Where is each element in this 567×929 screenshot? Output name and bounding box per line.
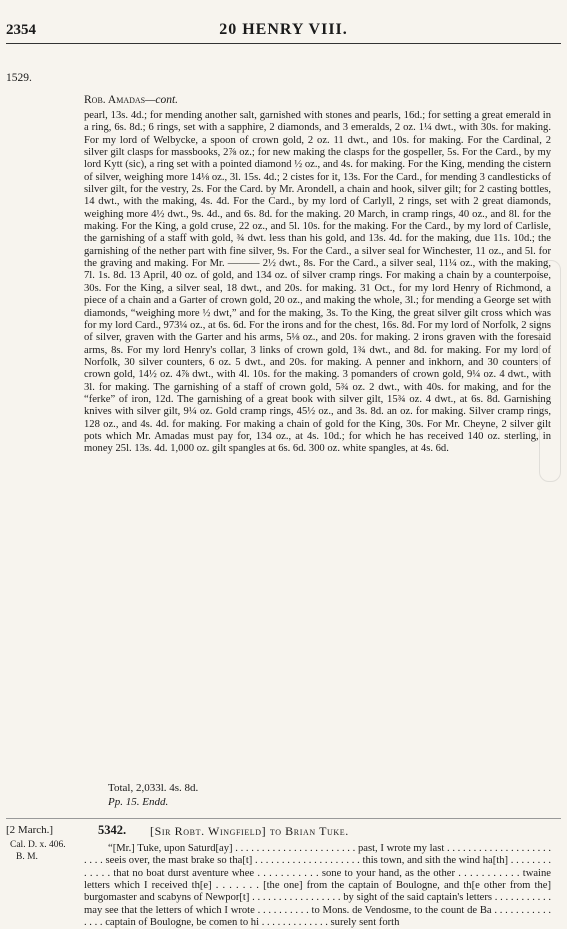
entry-heading-suffix: —cont. [145, 94, 179, 106]
running-title: 20 HENRY VIII. [219, 21, 348, 38]
next-entry-date: [2 March.] [6, 824, 54, 836]
page-number: 2354 [6, 22, 36, 38]
header-rule [6, 43, 561, 44]
entry-total: Total, 2,033l. 4s. 8d. [108, 782, 199, 794]
page-header [0, 0, 567, 46]
next-entry-reference [10, 839, 66, 863]
entry-heading [84, 94, 178, 106]
reference-line-2: B. M. [16, 852, 38, 862]
entry-separator-rule [6, 818, 561, 819]
next-entry-title: [Sir Robt. Wingfield] to Brian Tuke. [150, 824, 349, 838]
margin-year: 1529. [6, 72, 32, 84]
entry-heading-name: Rob. Amadas [84, 94, 146, 106]
reference-line-1: Cal. D. x. 406. [10, 840, 66, 850]
library-stamp-watermark [539, 260, 561, 482]
letter-text: “[Mr.] Tuke, upon Saturd[ay] . . . . . . . . . . . . . . . . . . . . . . . past, I wrote my last . . . . . . . . . . . . . . . . . . . . . . . . seeis over, the mast brake so tha[t] . . . . . . . . . . . . . . . . . . . . this town, and sith the wind ha[th] . . . . . . . . . . . . . that no boat durst aventure whee . . . . . . . . . . . sone to your hand, as the other . . . . . . . . . . . twaine letters which I received th[e] . . . . . . . [the one] from the captain of Boulogne, and th[e other from the] burgomaster and scabyns of Newpor[t] . . . . . . . . . . . . . . . . . by sight of the said captain's letters . . . . . . . . . . . may see that the letters of which I wrote . . . . . . . . . . to Mons. de Vendosme, to the count de Ba . . . . . . . . . . . . . . . captain of Boulogne, be comen to hi . . . . . . . . . . . . . surely sent forth [84, 843, 551, 929]
entry-pages-note: Pp. 15. Endd. [108, 796, 169, 808]
entry-body: pearl, 13s. 4d.; for mending another salt, garnished with stones and pearls, 16d.; for setting a great emerald in a ring, 6s. 8d.; 6 rings, set with a sapphire, 2 diamonds, and 3 emeralds, 2 oz. 1¼ dwt., with 30s. for making. For my lord of Welbycke, a spoon of crown gold, 2 oz. 11 dwt., and 10s. for making. For the Cardinal, 2 silver gilt clasps for massbooks, 2⅞ oz.; for new making the clasps for the gospeller, 5s. For the Card., by my lord Kytt (sic), a ring set with a pointed diamond ½ oz., and 4s. for making. For the King, mending the cistern of silver, weighing more 14⅛ oz., 3l. 15s. 4d.; 2 cistes for it, 13s. For the Card., for mending 3 candlesticks of silver gilt, for the vestry, 2s. For the Card. by Mr. Arondell, a chain and hook, silver gilt; for 2 casting bottles, 14 dwt., with the making, 4s. 4d. For the Card., by my lord of Carlyll, 2 rings, set with 2 great diamonds, weighing more 4½ dwt., 9s. 4d., and 6s. 8d. for the making. 20 March, in cramp rings, 40 oz., and 8l. for the making. For the King, a gold cruse, 22 oz., and 5l. 10s. for the making. For the Card., by my lord of Carlisle, the garnishing of a staff with gold, ¾ dwt. less than his gold, and 13s. 4d. for the making, due 11s. 10d.; the garnishing of the nether part with fine silver, 9s. For the Card., a silver seal for Winchester, 11 oz., and 5l. for the graving and making. For Mr. ——— 2½ dwt., 8s. For the Card., a silver seal, 11¼ oz., with the making, 7l. 1s. 8d. 13 April, 40 oz. of gold, and 134 oz. of silver cramp rings. For making a chain by a counterpoise, 30s. For the King, a silver seal, 18 dwt., and 20s. for making. 31 Oct., for my lord Henry of Richmond, a piece of a chain and a Garter of crown gold, 20 oz., and making the whole, 3l.; for mending a George set with diamonds, “weighing more ½ dwt,” and for the making, 3s. To the King, the great silver gilt cross which was for my lord Card., 973¼ oz., at 6s. 6d. For the irons and for the chest, 16s. 8d. For my lord of Norfolk, 2 signs of silver, graven with the Garter and his arms, 5⅛ oz., and 20s. for making. 2 irons graven with the foresaid arms, 8s. For my lord Henry's collar, 3 links of crown gold, 1¾ dwt., and 8d. for making. For my lord of Norfolk, 30 silver counters, 6 oz. 5 dwt., and 20s. for making. A penner and inkhorn, and 30 counters of crown gold, 14½ oz. 4⅞ dwt., with 4l. 10s. for the making. 3 pomanders of crown gold, 9¼ oz. 4 dwt., with 3l. for making. The garnishing of a staff of crown gold, 5¾ oz. 2 dwt., with 40s. for making, and for the “ferke” of iron, 12d. The garnishing of a great book with silver gilt, 15¾ oz. 4 dwt., at 6s. 8d. Garnishing knives with silver gilt, 9¼ oz. Gold cramp rings, 45½ oz., and 3s. 8d. an oz. for making. Silver cramp rings, 128 oz., and 4s. 4d. for making. For making a chain of gold for the King, 30s. For Mr. Cheyne, 2 silver gilt pots which Mr. Amadas must pay for, 134 oz., at 4s. 10d.; for which he has received 140 oz. sterling, in money 25l. 13s. 4d. 1,000 oz. gilt spangles at 6s. 6d. 300 oz. white spangles, at 4s. 6d. [84, 110, 551, 455]
next-entry-number: 5342. [98, 823, 127, 837]
